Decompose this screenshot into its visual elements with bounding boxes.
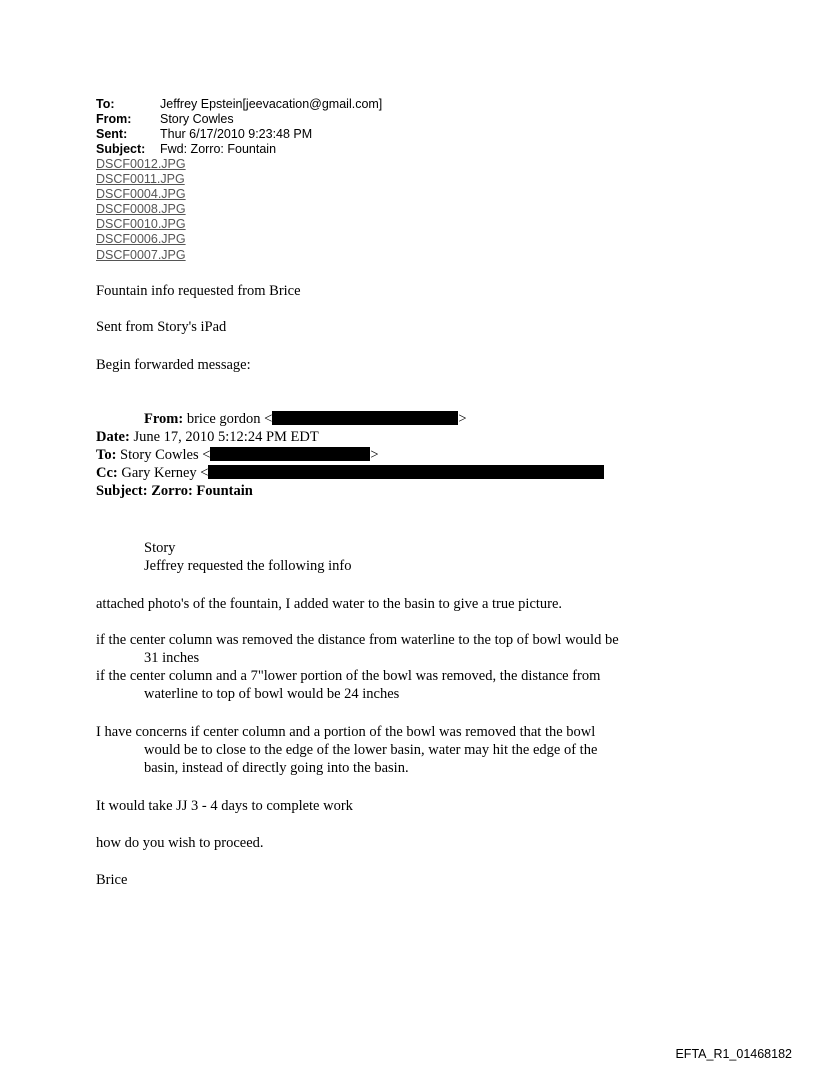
fwd-to-label: To: (96, 447, 117, 463)
body-line: Fountain info requested from Brice (96, 283, 301, 299)
subject-label: Subject: (96, 142, 146, 156)
fwd-date-value: June 17, 2010 5:12:24 PM EDT (133, 429, 319, 445)
subject-value: Fwd: Zorro: Fountain (160, 142, 277, 156)
redaction-bar (210, 447, 370, 461)
attachment-link[interactable]: DSCF0006.JPG (96, 232, 186, 246)
fwd-cc-value: Gary Kerney < (121, 465, 209, 481)
redaction-bar (208, 465, 604, 479)
message-paragraph: if the center column was removed the distance from waterline to the top of bowl would be (96, 632, 619, 648)
fwd-from-label: From: (144, 411, 184, 427)
fwd-subject (96, 482, 253, 500)
fwd-cc-label: Cc: (96, 465, 118, 481)
message-greeting: Story (144, 540, 176, 556)
fwd-from (144, 410, 467, 428)
attachment-link[interactable]: DSCF0012.JPG (96, 157, 186, 171)
message-signature: Brice (96, 872, 128, 888)
sent-label: Sent: (96, 127, 128, 141)
fwd-cc (96, 464, 604, 482)
attachment-link[interactable]: DSCF0007.JPG (96, 248, 186, 262)
fwd-subject-value: Zorro: Fountain (151, 483, 253, 499)
sent-value: Thur 6/17/2010 9:23:48 PM (160, 127, 313, 141)
body-line: Sent from Story's iPad (96, 319, 227, 335)
attachment-link[interactable]: DSCF0008.JPG (96, 202, 186, 216)
message-paragraph: how do you wish to proceed. (96, 835, 264, 851)
fwd-date-label: Date: (96, 429, 130, 445)
fwd-to (96, 446, 379, 464)
header-sent (96, 127, 312, 142)
message-paragraph-cont: 31 inches (144, 650, 200, 666)
attachment-link[interactable]: DSCF0004.JPG (96, 187, 186, 201)
fwd-subject-label: Subject: (96, 483, 148, 499)
message-intro: Jeffrey requested the following info (144, 558, 352, 574)
body-line: Begin forwarded message: (96, 357, 251, 373)
close-bracket: > (370, 447, 379, 463)
message-paragraph: attached photo's of the fountain, I added water to the basin to give a true picture. (96, 596, 563, 612)
message-paragraph-cont: basin, instead of directly going into the basin. (144, 760, 409, 776)
fwd-to-value: Story Cowles < (120, 447, 211, 463)
from-label: From: (96, 112, 132, 126)
message-paragraph-cont: waterline to top of bowl would be 24 inches (144, 686, 400, 702)
from-value: Story Cowles (160, 112, 234, 126)
redaction-bar (272, 411, 458, 425)
document-id: EFTA_R1_01468182 (675, 1047, 792, 1061)
message-paragraph: I have concerns if center column and a portion of the bowl was removed that the bowl (96, 724, 596, 740)
message-paragraph: It would take JJ 3 - 4 days to complete work (96, 798, 353, 814)
attachment-link[interactable]: DSCF0010.JPG (96, 217, 186, 231)
header-subject (96, 142, 276, 157)
header-to (96, 97, 382, 112)
to-value: Jeffrey Epstein[jeevacation@gmail.com] (160, 97, 383, 111)
message-paragraph: if the center column and a 7"lower portion of the bowl was removed, the distance from (96, 668, 601, 684)
header-from (96, 112, 234, 127)
close-bracket: > (458, 411, 467, 427)
attachment-link[interactable]: DSCF0011.JPG (96, 172, 185, 186)
fwd-from-value: brice gordon < (186, 411, 273, 427)
to-label: To: (96, 97, 115, 111)
fwd-date (96, 428, 319, 446)
message-paragraph-cont: would be to close to the edge of the lower basin, water may hit the edge of the (144, 742, 598, 758)
